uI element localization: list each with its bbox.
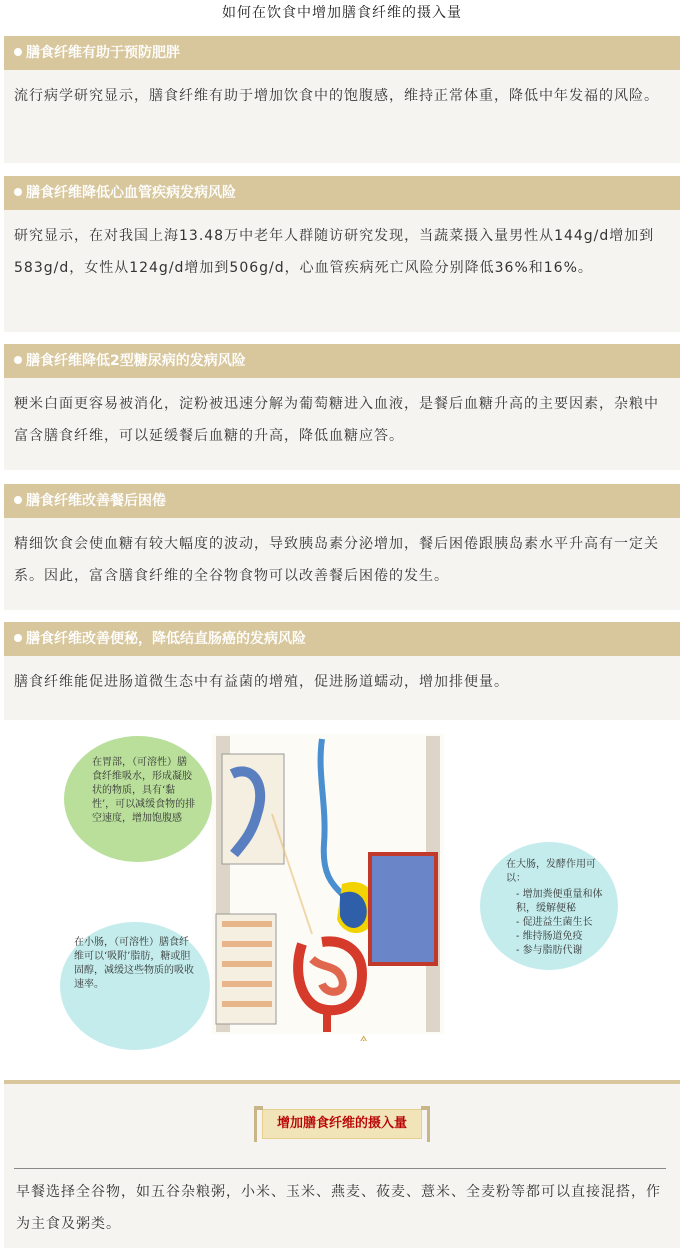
bullet-icon — [14, 634, 22, 642]
stomach-callout: 在胃部，（可溶性）膳食纤维吸水，形成凝胶状的物质，具有‘黏性’，可以减缓食物的排空速度，增加饱腹感 — [64, 736, 212, 862]
section-heading: 膳食纤维降低2型糖尿病的发病风险 — [26, 353, 246, 369]
bullet-icon — [14, 356, 22, 364]
section-body: 研究显示，在对我国上海13.48万中老年人群随访研究发现，当蔬菜摄入量男性从144g/d增加到583g/d，女性从124g/d增加到506g/d，心血管疾病死亡风险分别降低36%和16%。 — [4, 210, 680, 332]
large-intestine-callout — [480, 842, 618, 970]
list-item: - 参与脂肪代谢 — [516, 944, 608, 958]
digestive-tract-image — [212, 734, 444, 1034]
section-body: 精细饮食会使血糖有较大幅度的波动，导致胰岛素分泌增加，餐后困倦跟胰岛素水平升高有一定关系。因此，富含膳食纤维的全谷物食物可以改善餐后困倦的发生。 — [4, 518, 680, 610]
section-heading: 膳食纤维有助于预防肥胖 — [26, 45, 180, 61]
large-intestine-list — [506, 888, 608, 958]
intake-badge — [254, 1106, 430, 1142]
small-intestine-callout: 在小肠，（可溶性）膳食纤维可以‘吸附’脂肪，糖或胆固醇，减缓这些物质的吸收速率。 — [60, 922, 210, 1050]
intake-body: 早餐选择全谷物，如五谷杂粮粥，小米、玉米、燕麦、莜麦、薏米、全麦粉等都可以直接混搭，作为主食及粥类。 — [16, 1184, 661, 1232]
section-heading: 膳食纤维改善餐后困倦 — [26, 493, 166, 509]
bullet-icon — [14, 496, 22, 504]
digestive-illustration — [60, 730, 630, 1044]
list-item: - 维持肠道免疫 — [516, 930, 608, 944]
section-obesity — [4, 36, 680, 163]
page-title: 如何在饮食中增加膳食纤维的摄入量 — [222, 5, 462, 21]
list-item: - 促进益生菌生长 — [516, 916, 608, 930]
section-header — [4, 36, 680, 70]
section-body: 膳食纤维能促进肠道微生态中有益菌的增殖，促进肠道蠕动，增加排便量。 — [4, 656, 680, 720]
section-header — [4, 176, 680, 210]
list-item: - 增加粪便重量和体积，缓解便秘 — [516, 888, 608, 916]
divider — [14, 1168, 666, 1169]
section-heading: 膳食纤维改善便秘，降低结直肠癌的发病风险 — [26, 631, 306, 647]
section-body: 流行病学研究显示，膳食纤维有助于增加饮食中的饱腹感，维持正常体重，降低中年发福的风险。 — [4, 70, 680, 163]
badge-label: 增加膳食纤维的摄入量 — [262, 1109, 422, 1139]
section-header — [4, 622, 680, 656]
section-heading: 膳食纤维降低心血管疾病发病风险 — [26, 185, 236, 201]
section-header — [4, 484, 680, 518]
wheat-icon: ⟑ — [360, 1030, 368, 1044]
section-diabetes — [4, 344, 680, 470]
section-header — [4, 344, 680, 378]
section-cardiovascular — [4, 176, 680, 332]
large-intestine-title: 在大肠，发酵作用可以： — [506, 859, 596, 884]
section-drowsiness — [4, 484, 680, 610]
bullet-icon — [14, 48, 22, 56]
section-constipation — [4, 622, 680, 720]
section-body: 粳米白面更容易被消化，淀粉被迅速分解为葡萄糖进入血液，是餐后血糖升高的主要因素，杂粮中富含膳食纤维，可以延缓餐后血糖的升高，降低血糖应答。 — [4, 378, 680, 470]
intake-section — [4, 1080, 680, 1248]
bullet-icon — [14, 188, 22, 196]
